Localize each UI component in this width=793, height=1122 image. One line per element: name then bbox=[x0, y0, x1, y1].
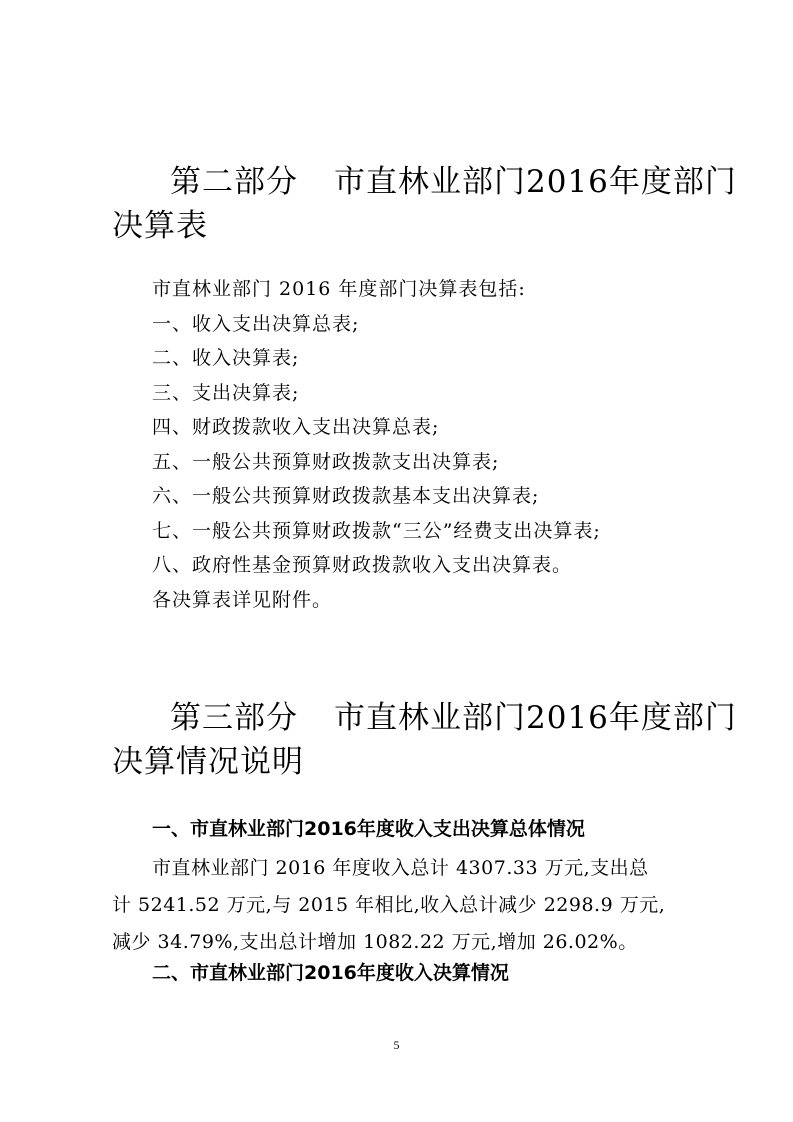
section2-title-part-label: 第二部分 bbox=[170, 164, 298, 200]
list-item: 一、收入支出决算总表; bbox=[152, 312, 360, 335]
list-item: 三、支出决算表; bbox=[152, 381, 300, 404]
subsection2-heading: 二、市直林业部门2016年度收入决算情况 bbox=[152, 962, 509, 984]
tables-intro: 市直林业部门 2016 年度部门决算表包括: bbox=[152, 278, 526, 300]
section2-title-text: 市直林业部门2016年度部门 bbox=[334, 164, 737, 200]
section2-title-line2: 决算表 bbox=[112, 208, 208, 244]
tables-note: 各决算表详见附件。 bbox=[152, 588, 333, 611]
section2-title bbox=[112, 160, 737, 248]
list-item: 五、一般公共预算财政拨款支出决算表; bbox=[152, 450, 500, 473]
subsection1-paragraph bbox=[112, 850, 692, 961]
list-item: 二、收入决算表; bbox=[152, 347, 300, 369]
page-number: 5 bbox=[393, 1038, 400, 1052]
section3-title-text: 市直林业部门2016年度部门 bbox=[334, 700, 737, 736]
section3-title bbox=[112, 696, 737, 784]
list-item: 四、财政拨款收入支出决算总表; bbox=[152, 416, 440, 438]
tables-list bbox=[152, 272, 712, 617]
list-item: 八、政府性基金预算财政拨款收入支出决算表。 bbox=[152, 554, 573, 576]
section3-title-part-label: 第三部分 bbox=[170, 700, 298, 736]
list-item: 六、一般公共预算财政拨款基本支出决算表; bbox=[152, 485, 540, 507]
section3-title-line2: 决算情况说明 bbox=[112, 744, 304, 780]
paragraph-line: 计 5241.52 万元,与 2015 年相比,收入总计减少 2298.9 万元, bbox=[112, 894, 666, 916]
paragraph-line: 减少 34.79%,支出总计增加 1082.22 万元,增加 26.02%。 bbox=[112, 931, 638, 953]
list-item: 七、一般公共预算财政拨款“三公”经费支出决算表; bbox=[152, 519, 601, 542]
paragraph-line: 市直林业部门 2016 年度收入总计 4307.33 万元,支出总 bbox=[152, 857, 649, 879]
subsection1-heading: 一、市直林业部门2016年度收入支出决算总体情况 bbox=[152, 818, 585, 840]
